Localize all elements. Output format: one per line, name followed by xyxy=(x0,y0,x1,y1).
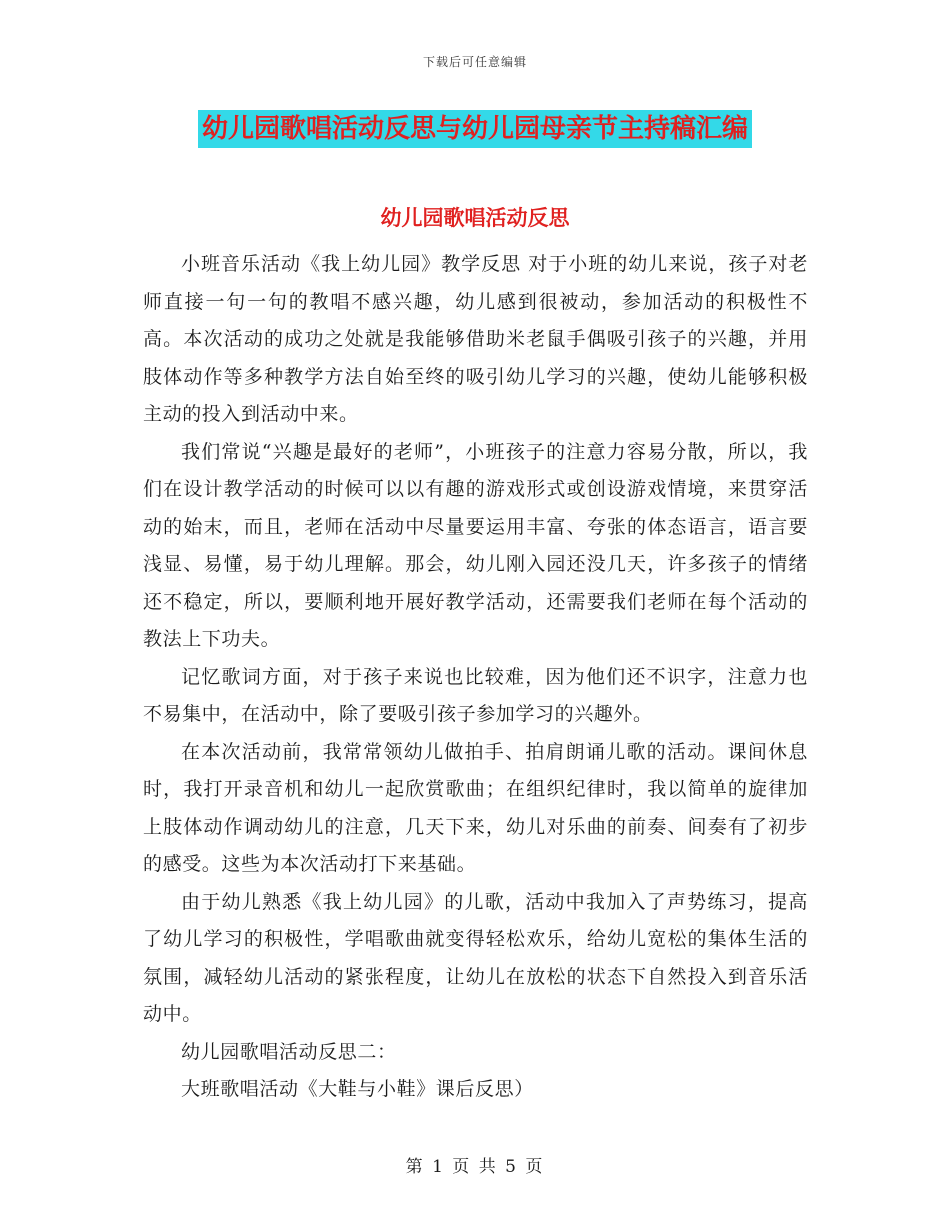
section-title: 幼儿园歌唱活动反思 xyxy=(380,206,570,230)
title-container xyxy=(0,110,950,148)
header-note: 下载后可任意编辑 xyxy=(422,55,527,69)
paragraph: 小班音乐活动《我上幼儿园》教学反思 对于小班的幼儿来说，孩子对老师直接一句一句的教唱不感兴趣，幼儿感到很被动，参加活动的积极性不高。本次活动的成功之处就是我能够借助米老鼠手偶吸引孩子的兴趣，并用肢体动作等多种教学方法自始至终的吸引幼儿学习的兴趣，使幼儿能够积极主动的投入到活动中来。 xyxy=(143,253,808,425)
paragraph: 在本次活动前，我常常领幼儿做拍手、拍肩朗诵儿歌的活动。课间休息时，我打开录音机和幼儿一起欣赏歌曲；在组织纪律时，我以简单的旋律加上肢体动作调动幼儿的注意，几天下来，幼儿对乐曲的前奏、间奏有了初步的感受。这些为本次活动打下来基础。 xyxy=(143,740,808,875)
paragraph: 我们常说“兴趣是最好的老师”，小班孩子的注意力容易分散，所以，我们在设计教学活动的时候可以以有趣的游戏形式或创设游戏情境，来贯穿活动的始末，而且，老师在活动中尽量要运用丰富、夸张的体态语言，语言要浅显、易懂，易于幼儿理解。那会，幼儿刚入园还没几天，许多孩子的情绪还不稳定，所以，要顺利地开展好教学活动，还需要我们老师在每个活动的教法上下功夫。 xyxy=(143,440,808,650)
paragraph: 记忆歌词方面，对于孩子来说也比较难，因为他们还不识字，注意力也不易集中，在活动中，除了要吸引孩子参加学习的兴趣外。 xyxy=(143,665,808,725)
paragraph: 由于幼儿熟悉《我上幼儿园》的儿歌，活动中我加入了声势练习，提高了幼儿学习的积极性，学唱歌曲就变得轻松欢乐，给幼儿宽松的集体生活的氛围，减轻幼儿活动的紧张程度，让幼儿在放松的状态下自然投入到音乐活动中。 xyxy=(143,890,808,1025)
document-title: 幼儿园歌唱活动反思与幼儿园母亲节主持稿汇编 xyxy=(198,110,752,148)
page-number: 第 1 页 共 5 页 xyxy=(405,1157,545,1177)
document-body xyxy=(143,246,808,1109)
subsection-heading: 幼儿园歌唱活动反思二： xyxy=(181,1040,397,1063)
paragraph: 大班歌唱活动《大鞋与小鞋》课后反思） xyxy=(181,1078,534,1100)
